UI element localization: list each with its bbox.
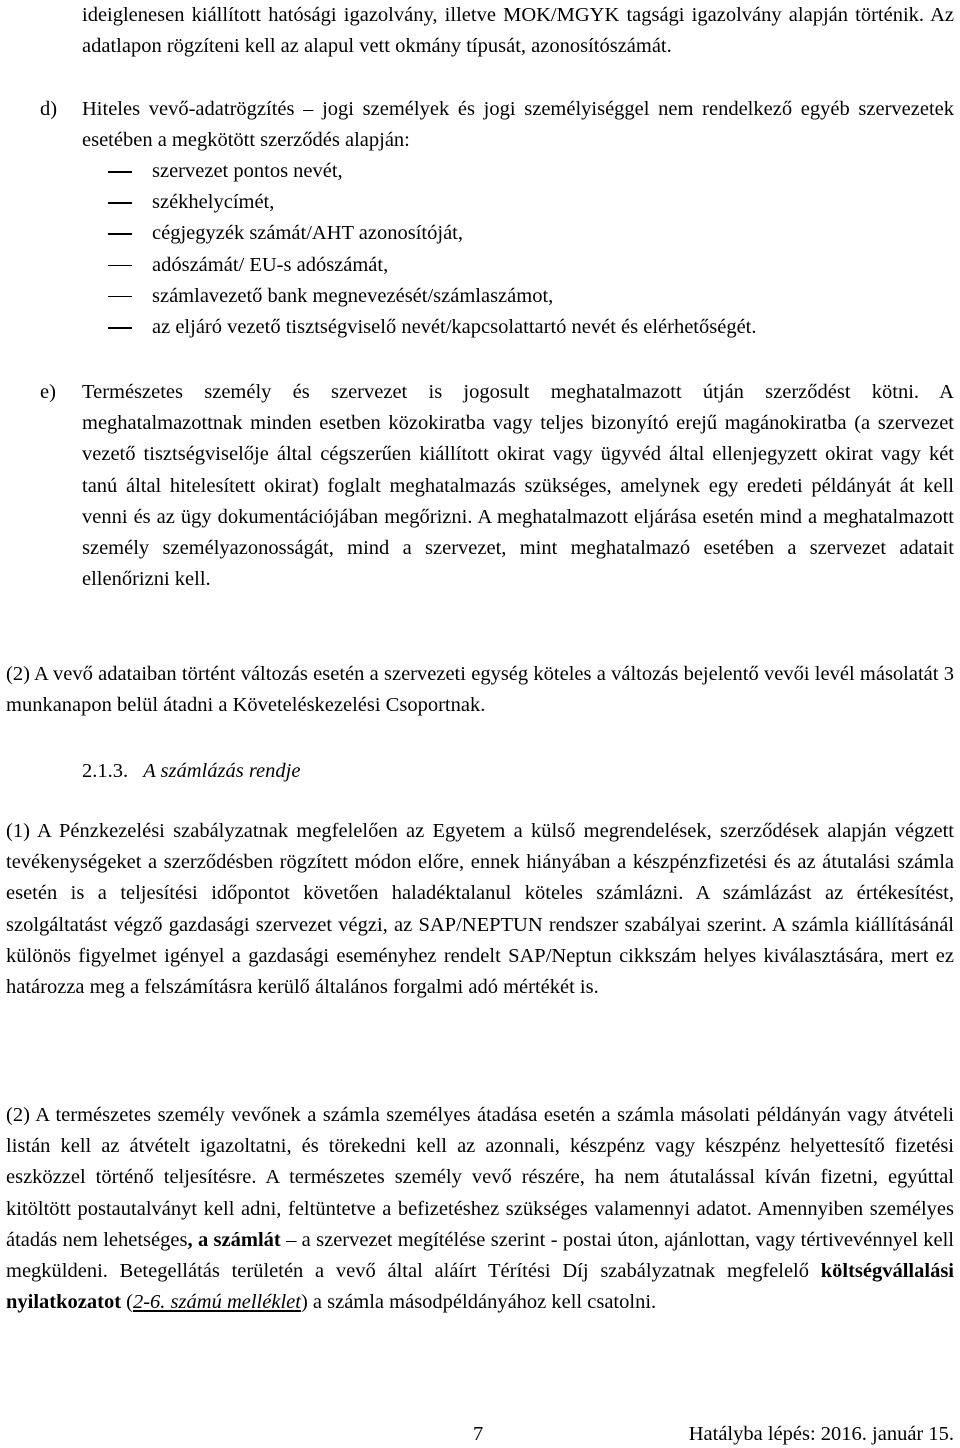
continuation-text: ideiglenesen kiállított hatósági igazolvány, illetve MOK/MGYK tagsági igazolvány alapján történik. Az adatlapon rögzíteni kell az alapul vett okmány típusát, azonosítószámát.	[82, 4, 954, 58]
paragraph-1-billing	[6, 816, 954, 1003]
item-e-text: Természetes személy és szervezet is jogosult meghatalmazott útján szerződést kötni. A meghatalmazottnak minden esetben közokiratba vagy teljes bizonyító erejű magánokiratba (a szervezet vezető tisztségviselője által cégszerűen kiállított okirat vagy ügyvéd által ellenjegyzett okirat vagy két tanú által hitelesített okirat) foglalt meghatalmazás szükséges, amelynek egy eredeti példányát át kell venni és az ügy dokumentációjában megőrizni. A meghatalmazott eljárása esetén mind a meghatalmazott személy személyazonosságát, mind a szervezet, mint meghatalmazó esetében a szervezet adatait ellenőrizni kell.	[82, 381, 954, 591]
item-d-label: d)	[40, 98, 58, 120]
dash-bullet	[108, 171, 132, 173]
paragraph-1-billing-text: (1) A Pénzkezelési szabályzatnak megfelelően az Egyetem a külső megrendelések, szerződések alapján végzett tevékenységeket a szerződésben rögzített módon előre, ennek hiányában a készpénzfizetési és az átutalási számla esetén is a teljesítési időpontot követően haladéktalanul köteles számlázni. A számlázást az értékesítést, szolgáltatást végző gazdasági szervezet végzi, az SAP/NEPTUN rendszer szabályai szerint. A számla kiállításánál különös figyelmet igényel a gazdasági eseményhez rendelt SAP/Neptun cikkszám helyes kiválasztására, mert ez határozza meg a felszámításra kerülő általános forgalmi adó mértékét is.	[6, 820, 954, 999]
annex-reference-link[interactable]: 2-6. számú melléklet	[132, 1291, 301, 1314]
paragraph-2-natural-person	[6, 1100, 954, 1318]
bold-cost-declaration: költségvállalási nyilatkozatot	[6, 1260, 954, 1314]
dash-bullet	[108, 327, 132, 329]
dash-bullet	[108, 202, 132, 204]
list-item: szervezet pontos nevét,	[108, 156, 954, 187]
bold-invoice-text: , a számlát	[187, 1228, 281, 1251]
list-item: cégjegyzék számát/AHT azonosítóját,	[108, 218, 954, 249]
section-heading	[82, 756, 300, 787]
effective-date: Hatályba lépés: 2016. január 15.	[688, 1423, 954, 1445]
item-d	[40, 94, 954, 156]
section-title: A számlázás rendje	[143, 760, 301, 782]
page-number: 7	[473, 1423, 484, 1445]
continuation-paragraph	[82, 0, 954, 62]
paragraph-2-change	[6, 659, 954, 721]
list-item: az eljáró vezető tisztségviselő nevét/kapcsolattartó nevét és elérhetőségét.	[108, 312, 954, 343]
paragraph-2-change-text: (2) A vevő adataiban történt változás esetén a szervezeti egység köteles a változás bejelentő vevői levél másolatát 3 munkanapon belül átadni a Követeléskezelési Csoportnak.	[6, 663, 954, 717]
list-item: székhelycímét,	[108, 187, 954, 218]
list-item: számlavezető bank megnevezését/számlaszámot,	[108, 281, 954, 312]
item-e-label: e)	[40, 381, 56, 403]
item-e	[40, 377, 954, 595]
dash-bullet	[108, 233, 132, 235]
item-d-dash-list	[108, 156, 954, 343]
dash-bullet	[108, 296, 132, 298]
section-number: 2.1.3.	[82, 760, 129, 782]
dash-bullet	[108, 265, 132, 267]
item-d-text: Hiteles vevő-adatrögzítés – jogi személyek és jogi személyiséggel nem rendelkező egyéb szervezetek esetében a megkötött szerződés alapján:	[82, 98, 954, 152]
list-item: adószámát/ EU-s adószámát,	[108, 250, 954, 281]
paragraph-2-natural-person-text: (2) A természetes személy vevőnek a számla személyes átadása esetén a számla másolati példányán vagy átvételi listán kell az átvételt igazoltatni, és törekedni kell az azonnali, készpénz vagy készpénz helyettesítő fizetési eszközzel történő teljesítésre. A természetes személy vevő részére, ha nem átutalással kíván fizetni, egyúttal kitöltött postautalványt kell adni, feltüntetve a befizetéshez szükséges valamennyi adatot. Amennyiben személyes átadás nem lehetséges, a számlát – a szervezet megítélése szerint - postai úton, ajánlottan, vagy tértivevénnyel kell megküldeni. Betegellátás területén a vevő által aláírt Térítési Díj szabályzatnak megfelelő költségvállalási nyilatkozatot (2-6. számú melléklet) a számla másodpéldányához kell csatolni.	[6, 1104, 954, 1314]
